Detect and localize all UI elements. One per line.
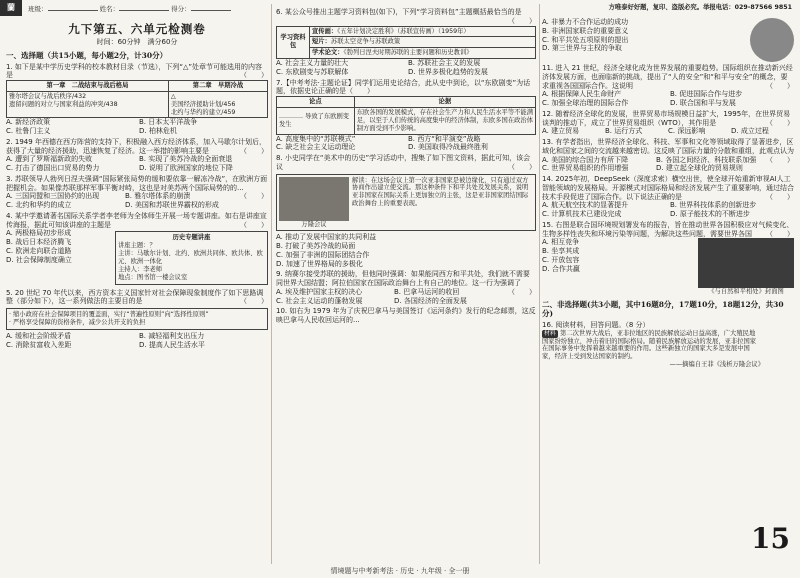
option-c[interactable]: C. 东欧剧变与苏联解体 (276, 67, 349, 76)
option-c[interactable]: C. 欧洲走向联合道路 (6, 246, 72, 255)
option-d[interactable]: D. 说明了欧洲国家的地位下降 (139, 164, 233, 173)
option-c[interactable]: C. 消除贫富收入差距 (6, 340, 72, 349)
question-6: 6. 某公众号推出主题学习资料包(如下)，下列“学习资料包”主题概括最恰当的是 （ ） (276, 8, 536, 25)
options (542, 90, 794, 108)
options (542, 18, 746, 62)
options (542, 238, 694, 296)
option-a[interactable]: A. 相互竞争 (542, 238, 580, 247)
option-b[interactable]: B. 战后日本经济腾飞 (6, 238, 72, 247)
question-14: 14. 2025年初，DeepSeek（深度求索）横空出世，使全球开始重新审视AI人工智能领域的发展格局。开源模式对国际格局和经济发展产生了重要影响，通过结合技术手段促进了国际合作。以下说法正确的是 （ ） (542, 175, 794, 201)
options (276, 59, 536, 77)
options (542, 127, 794, 136)
column-divider (539, 4, 540, 564)
conference-figure: 万隆会议 解读：在这场会议上第一次亚非国家是被边缘化，只有通过双方协商作出建立使交流。那这种条件下和平共处及发展关系，说明亚非国家在国际关系上更加独立的主张，这是亚非国家团结国际政治舞台上的重要表现。 (276, 174, 536, 232)
page-number: 15 (751, 522, 790, 555)
question-9: 9. 纳赛尔接受苏联的援助，但他同时强调：如果能同西方和平共处，我们就不需要同世界大国结盟；阿拉伯国家在国际政治舞台上有自己的地位。这一行为强调了 （ ） (276, 270, 536, 296)
option-d[interactable]: D. 社会保障制度确立 (6, 255, 72, 264)
option-c[interactable]: C. 深远影响 (668, 127, 706, 136)
section-2-heading: 二、非选择题(共3小题，其中16题8分，17题10分，18题12分，共30分) (542, 300, 784, 319)
option-b[interactable]: B. 促进国际合作与进步 (670, 90, 743, 99)
option-c[interactable]: C. 加强全球治理的国际合作 (542, 99, 629, 107)
exam-subtitle: 时间：60分钟 满分60分 (96, 38, 178, 47)
option-c[interactable]: C. 和平共处五项原则的提出 (542, 35, 629, 44)
options (6, 332, 268, 350)
option-a[interactable]: A. 根据保障人民生命财产 (542, 90, 622, 99)
syllabus-table: 第一章 二战结束与战后格局 第二章 早期冷战 雅尔塔会议与战后秩序/432 遗留问题的对立与国家利益的冲突/438 △ 美国经济援助计划/456 北约与华约的建立/459 (6, 80, 268, 118)
option-d[interactable]: D. 提高人民生活水平 (139, 340, 205, 349)
option-d[interactable]: D. 美国取得冷战最终胜利 (408, 143, 488, 152)
option-a[interactable]: A. 高度集中的“苏联模式” (276, 134, 356, 143)
class-label: 班级： (28, 5, 48, 13)
option-b[interactable]: B. 减轻福利支出压力 (139, 331, 205, 340)
column-divider (271, 4, 272, 564)
report-cover-image (698, 238, 794, 288)
option-d[interactable]: D. 第三世界与主权的争取 (542, 44, 622, 53)
option-b[interactable]: B. 日本太平洋战争 (139, 118, 198, 127)
option-d[interactable]: D. 柏林危机 (139, 127, 177, 136)
option-b[interactable]: B. 雅尔塔体系的崩溃 (125, 192, 191, 201)
option-c[interactable]: C. 北约和华约的成立 (6, 201, 72, 210)
question-5: 5. 20 世纪 70 年代以来，西方资本主义国家针对社会保障现象制度作了如下思路调整（部分如下），这一系列做法的主要目的是 （ ） (6, 288, 268, 306)
option-a[interactable]: A. 新经济政策 (6, 118, 51, 127)
option-d[interactable]: D. 建立起全球化的贸易规则 (656, 164, 743, 173)
anti-piracy-slogan: 方唯泰好好题，复印、盗版必究。举报电话：029-87566 9851 (608, 4, 792, 11)
option-a[interactable]: A. 社会主义力量的壮大 (276, 59, 349, 68)
option-c[interactable]: C. 计算机技术已建设完成 (542, 210, 622, 218)
option-a[interactable]: A. 遭到了罗斯福新政的失败 (6, 155, 93, 164)
option-c[interactable]: C. 打击了德国出口贸易的势力 (6, 164, 100, 173)
options (542, 156, 766, 174)
options (542, 201, 794, 219)
option-a[interactable]: A. 埃及维护国家主权的决心 (276, 287, 363, 296)
option-b[interactable]: B. 世界科技体系的创新进步 (670, 201, 757, 210)
options (6, 192, 240, 210)
option-d[interactable]: D. 合作共赢 (542, 264, 580, 273)
exam-title: 九下第五、六单元检测卷 (68, 22, 206, 36)
question-2: 2. 1949 年西德在西方阵营的支持下，积极融入西方经济体系，加入马歇尔计划后，获得了大量的经济援助，迅速恢复了经济。这一举措的影响主要是 （ ） (6, 137, 268, 155)
option-a[interactable]: A. 三国同盟和三国协约的出现 (6, 192, 100, 201)
q16-material: 材料 第二次世界大战后，亚非拉地区的民族解放运动日益高涨，广大殖民地国家纷纷独立，冲击着旧的国际格局。随着民族解放运动的发展，亚非拉国家在国际事务中发挥着越来越重要的作用。这些新独立的国家大多是发展中国家，经济上受到发达国家的制约。 (542, 329, 757, 361)
option-c[interactable]: C. 缺乏社会主义运动理论 (276, 143, 356, 152)
option-d[interactable]: D. 加速了世界格局的多极化 (276, 259, 363, 268)
option-b[interactable]: B. 苏联社会主义的发展 (408, 59, 481, 68)
option-a[interactable]: A. 建立贸易 (542, 127, 580, 136)
stamp-image (750, 18, 794, 62)
question-10: 10. 如右为 1979 年为了庆祝巴拿马与美国签订《运河条约》发行的纪念邮票，这反映巴拿马人民收回运河的... (276, 307, 536, 325)
options (276, 233, 536, 268)
option-a[interactable]: A. 缓和社会阶级矛盾 (6, 331, 72, 340)
question-16: 16. 阅读材料，回答问题。（8 分） (542, 320, 650, 329)
question-8: 8. 小史同学在“美术中的历史”学习活动中，搜集了如下图文资料，据此可知，该会议 （ ） (276, 154, 536, 171)
footer-text: 情境题与中考新考法 · 历史 · 九年级 · 全一册 (330, 567, 470, 576)
option-b[interactable]: B. 坐享其成 (542, 247, 580, 255)
name-label: 姓名： (99, 5, 120, 13)
question-15: 15. 右图是联合国环境规划署发布的报告，旨在推动世界各国积极应对气候变化、生物多样性丧失和环境污染等问题，为解决这些问题，需要世界各国 （ ） (542, 220, 794, 238)
score-label: 得分： (171, 5, 191, 13)
column-3: A. 非暴力不合作运动的成功 B. 非洲国家联合的重要意义 C. 和平共处五项原则的提出 D. 第三世界与主权的争取 11. 进入 21 世纪，经济全球化成为世界发展的重要趋势。国际组织在推动新兴经济体发展方面，也面临新的挑战，提出了“人的安全”和“和平与安全”的概念，要求重视各国国际合作。这说明 （ ） A. 根据保障人民生命财产 B. 促进国际合作与进步 C. 加强全球治理的国际合作 D. 联合国和平与发展 12. 随着经济全球化的发展，世界贸易市场规模日益扩大，1995年，在世界贸易谈判的推动下，成立了世界贸易组织（WTO），其作用是 （ ） A. 建立贸易 B. 运行方式 C. 深远影响 D. 成立过程 13. 有学者指出，世界经济全球化、科技、军事和文化等领域取得了显著进步，区域化和国家之间的交流越来越密切。这反映了国际力量的分散和重组，此观点认为 （ ） A. 美国的综合国力有所下降 B. 各国之间经济、科技联系加强 C. 世界贸易组织的作用增强 D. 建立起全球化的贸易规则 14. 2025年初，DeepSeek（深度求索）横空出世，使全球开始重新审视AI人工智能领域的发展格局。开源模式对国际格局和经济发展产生了重要影响，通过结合技术手段促进了国际合作。以下说法正确的是 （ ） A. 航天航空技术的显著提升 B. 世界科技体系的创新进步 C. 计算机技术已建设完成 D. 原子能技术的不断进步 15. 右图是联合国环境规划署发布的报告，旨在推动世界各国积极应对气候变化、生物多样性丧失和环境污染等问题，为解决这些问题，需要世界各国 （ ） A. 相互竞争 B. 坐享其成 C. 开放包容 D. 合作共赢 《与自然和平相处》封面图 二、非选择题(共3小题，其中16题8分，17题10分，18题12分，共30分) 16. 阅读材料，回答问题。（8 分） 材料 第二次世界大战后，亚非拉地区的民族解放运动日益高涨，广大殖民地国家纷纷独立，冲击着旧的国际格局。随着民族解放运动的发展，亚非拉国家在国际事务中发挥着越来越重要的作用。这些新独立的国家大多是发展中国家，经济上受到发达国家的制约。 ——摘编自王菲《浅析万隆会议》 (542, 18, 794, 369)
option-c[interactable]: C. 世界贸易组织的作用增强 (542, 164, 629, 173)
question-1: 1. 如下是某中学历史学科的校本教材目录（节选），下列“△”处章节可能选用的内容是 （ ） (6, 62, 268, 80)
q16-source: ——摘编自王菲《浅析万隆会议》 (669, 361, 764, 369)
option-d[interactable]: D. 成立过程 (731, 127, 769, 136)
options (276, 135, 536, 153)
study-pack-table: 学习资料包 宣传画：《五年计划决定胜利》（苏联宣传画）（1959年） 短片：苏联太空竞争与苏联政策 学术论文：《勃列日涅夫时期苏联的主要问题和历史教训》 (276, 26, 536, 60)
section-heading: 一、选择题（共15小题，每小题2分，计30分） (6, 51, 168, 61)
option-a[interactable]: A. 航天航空技术的显著提升 (542, 201, 629, 210)
question-4: 4. 某中学邀请著名国际关系学者李老师为全体师生开展一场专题讲座。如右是讲座宣传海报，据此可知该讲座的主题是 （ ） (6, 211, 268, 229)
column-2 (276, 6, 536, 560)
options (6, 155, 268, 173)
conference-photo (279, 177, 349, 221)
option-a[interactable]: A. 两极格局初步形成 (6, 229, 72, 238)
lecture-poster: 历史专题讲座 讲座主题：？ 主讲：马歇尔计划、北约、欧洲共同体、欧共体、欧元、欧洲一体化 主持人：李老师 地点：图书馆一楼会议室 (115, 231, 268, 284)
column-1 (6, 6, 268, 560)
argument-table: 论点 论据 ............ 导致了东欧剧变发生 东欧各国的发展模式，存在社会生产力和人民生活水平等不能满足，以至于人们传统的高度集中的经济体制，东欧多国在政治体制方面受到不少影响。 (276, 96, 536, 134)
question-13: 13. 有学者指出，世界经济全球化、科技、军事和文化等领域取得了显著进步，区域化和国家之间的交流越来越密切。这反映了国际力量的分散和重组，此观点认为 （ ） (542, 138, 794, 164)
option-a[interactable]: A. 非暴力不合作运动的成功 (542, 18, 629, 26)
option-a[interactable]: A. 美国的综合国力有所下降 (542, 155, 629, 164)
question-7: 7.【中考考法·主题论证】同学们运用史论结合，此从史中到论，以“东欧剧变”为话题，依据史论正确的是（ ） (276, 78, 531, 96)
option-c[interactable]: C. 加强了非洲的国际团结合作 (276, 250, 370, 259)
options (276, 288, 508, 306)
option-b[interactable]: B. 西方“和平演变”战略 (408, 134, 481, 143)
option-b[interactable]: B. 非洲国家联合的重要意义 (542, 26, 629, 35)
corner-badge: 蘭 (0, 0, 22, 16)
option-b[interactable]: B. 运行方式 (605, 127, 643, 136)
option-c[interactable]: C. 杜鲁门主义 (6, 127, 51, 136)
question-11: 11. 进入 21 世纪，经济全球化成为世界发展的重要趋势。国际组织在推动新兴经济体发展方面，也面临新的挑战，提出了“人的安全”和“和平与安全”的概念，要求重视各国国际合作。这说明 （ ） (542, 64, 794, 90)
option-c[interactable]: C. 开放包容 (542, 255, 580, 264)
question-3: 3. 苏联领导人勃列日涅夫强调“国际紧张局势的缓和要依靠一解冻冷战”，在欧洲方面把握机会。如果像苏联那样军事平衡对峙，这也是对美苏两个国际局势的的... （ ） (6, 174, 268, 201)
option-d[interactable]: D. 世界多极化趋势的发展 (408, 67, 488, 76)
option-a[interactable]: A. 推动了发展中国家的共同利益 (276, 233, 377, 242)
options (6, 118, 268, 136)
option-d[interactable]: D. 各国经济的全面发展 (394, 296, 467, 305)
option-b[interactable]: B. 实现了美苏冷战的全面衰退 (139, 155, 233, 164)
option-b[interactable]: B. 打破了美苏冷战的局面 (276, 242, 356, 251)
option-d[interactable]: D. 联合国和平与发展 (670, 99, 736, 107)
options (6, 229, 111, 286)
option-b[interactable]: B. 各国之间经济、科技联系加强 (656, 155, 757, 164)
option-b[interactable]: B. 巴拿马运河的收回 (394, 287, 460, 296)
policy-box: · 缩小政府在社会保障项目的覆盖面，实行“普遍性原则”向“选择性原则” · 严格享受保障的资格条件，减少公共开支的负担 (6, 308, 268, 330)
question-12: 12. 随着经济全球化的发展，世界贸易市场规模日益扩大，1995年，在世界贸易谈判的推动下，成立了世界贸易组织（WTO），其作用是 （ ） (542, 109, 794, 127)
option-d[interactable]: D. 原子能技术的不断进步 (670, 210, 750, 218)
option-c[interactable]: C. 社会主义运动的蓬勃发展 (276, 296, 363, 305)
option-d[interactable]: D. 美国和苏联世界霸权的形成 (125, 201, 219, 210)
